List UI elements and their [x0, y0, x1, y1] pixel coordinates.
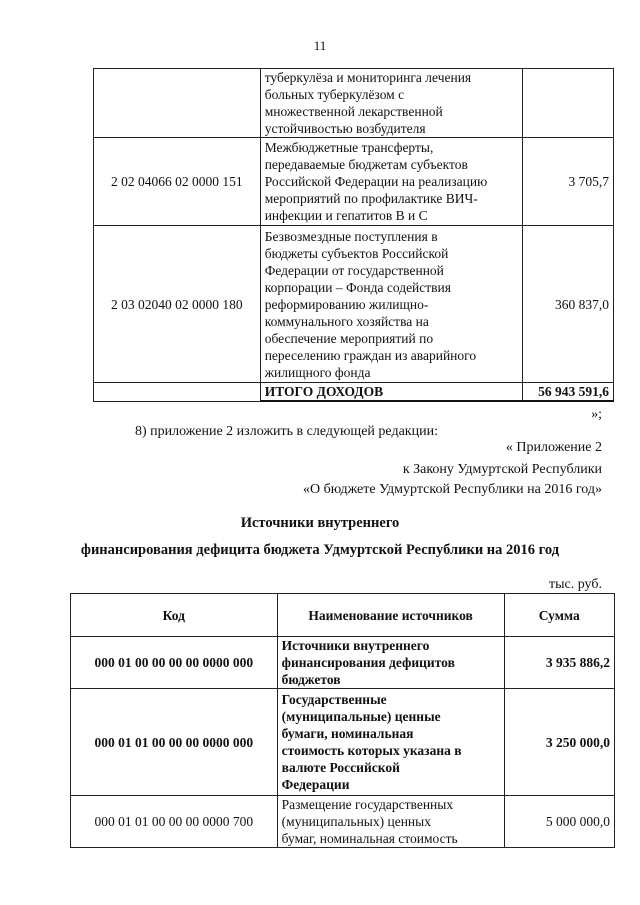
name-cell: Межбюджетные трансферты, передаваемые бюджетам субъектов Российской Федерации на реализацию мероприятий по профилактике ВИЧ- инфекции и гепатитов В и С: [260, 138, 522, 226]
name-cell: Безвозмездные поступления в бюджеты субъектов Российской Федерации от государственной корпорации – Фонда содействия реформированию жилищно- коммунального хозяйства на обеспечение мероприятий по переселению граждан из аварийного жилищного фонда: [260, 226, 522, 383]
table-row: [71, 796, 615, 848]
header-name: Наименование источников: [277, 594, 504, 637]
code-cell: 2 03 02040 02 0000 180: [94, 226, 261, 383]
code-cell: 2 02 04066 02 0000 151: [94, 138, 261, 226]
table-row: [94, 226, 614, 383]
appendix-line-2: к Закону Удмуртской Республики: [402, 462, 602, 477]
table-row: [71, 637, 615, 689]
units-label: тыс. руб.: [549, 577, 602, 592]
code-cell: 000 01 00 00 00 00 0000 000: [71, 637, 278, 689]
name-cell: Источники внутреннего финансирования дефицитов бюджетов: [277, 637, 504, 689]
appendix-line-1: « Приложение 2: [505, 440, 602, 455]
code-cell: [94, 69, 261, 138]
sum-cell: 3 935 886,2: [504, 637, 614, 689]
income-table: [93, 68, 614, 402]
table-row: [71, 689, 615, 796]
sum-cell: 3 705,7: [523, 138, 614, 226]
appendix-line-3: «О бюджете Удмуртской Республики на 2016 год»: [302, 482, 602, 497]
sum-cell: [523, 69, 614, 138]
header-code: Код: [71, 594, 278, 637]
header-row: [71, 594, 615, 637]
table-row: [94, 69, 614, 138]
name-cell: Государственные (муниципальные) ценные бумаги, номинальная стоимость которых указана в валюте Российской Федерации: [277, 689, 504, 796]
code-cell: 000 01 01 00 00 00 0000 000: [71, 689, 278, 796]
sources-table: [70, 593, 615, 848]
total-label: ИТОГО ДОХОДОВ: [260, 383, 522, 402]
sum-cell: 3 250 000,0: [504, 689, 614, 796]
closing-quote: »;: [591, 407, 602, 422]
name-cell: туберкулёза и мониторинга лечения больных туберкулёзом с множественной лекарственной устойчивостью возбудителя: [260, 69, 522, 138]
table-row: [94, 138, 614, 226]
total-sum: 56 943 591,6: [523, 383, 614, 402]
total-row: [94, 383, 614, 402]
amendment-text: 8) приложение 2 изложить в следующей редакции:: [135, 424, 438, 439]
header-sum: Сумма: [504, 594, 614, 637]
code-cell: 000 01 01 00 00 00 0000 700: [71, 796, 278, 848]
sum-cell: 5 000 000,0: [504, 796, 614, 848]
section-title-line-2: финансирования дефицита бюджета Удмуртской Республики на 2016 год: [80, 542, 560, 558]
section-title-line-1: Источники внутреннего: [240, 515, 400, 531]
sum-cell: 360 837,0: [523, 226, 614, 383]
page-number: 11: [313, 38, 327, 53]
total-code-cell: [94, 383, 261, 402]
name-cell: Размещение государственных (муниципальных) ценных бумаг, номинальная стоимость: [277, 796, 504, 848]
